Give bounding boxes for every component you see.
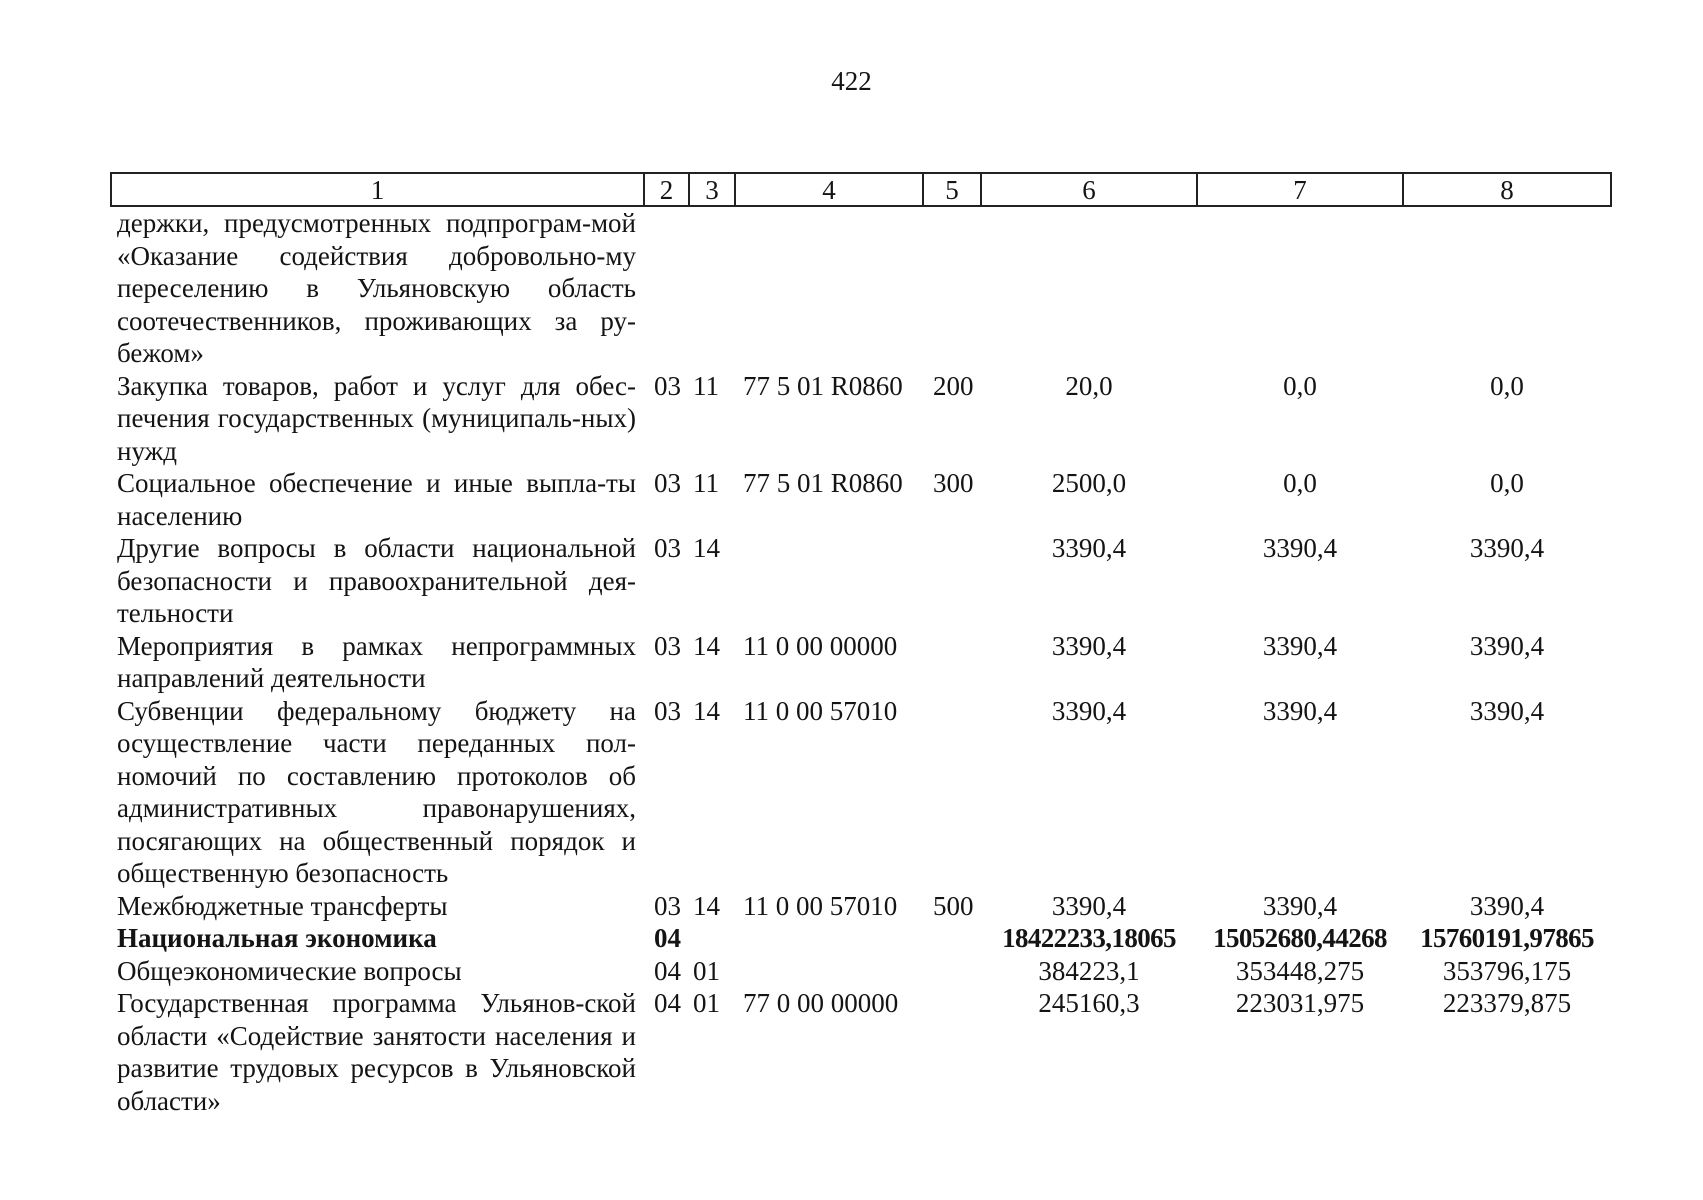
row-target-article: 77 5 01 R0860 xyxy=(743,370,903,401)
row-amount-col6: 384223,1 xyxy=(1038,955,1140,986)
row-subsection-code: 11 xyxy=(693,468,719,498)
row-amount-col6: 2500,0 xyxy=(1051,468,1127,498)
table-row xyxy=(111,467,1611,532)
row-amount-col7: 223031,975 xyxy=(1235,988,1365,1018)
row-target-article xyxy=(735,955,923,988)
row-amount-col7: 0,0 xyxy=(1283,468,1317,498)
row-name: Мероприятия в рамках непрограммных направлений деятельности xyxy=(117,630,636,693)
row-target-article xyxy=(735,532,923,630)
row-target-article xyxy=(735,206,923,370)
table-row xyxy=(111,630,1611,695)
header-col-3: 3 xyxy=(689,173,735,206)
row-amount-col8 xyxy=(1403,206,1611,370)
row-amount-col8: 0,0 xyxy=(1490,370,1524,401)
header-col-5: 5 xyxy=(923,173,981,206)
row-amount-col7: 353448,275 xyxy=(1235,955,1365,986)
row-name: Общеэкономические вопросы xyxy=(117,955,462,986)
row-section-code: 03 xyxy=(654,630,681,661)
row-subsection-code xyxy=(689,206,735,370)
row-amount-col8: 0,0 xyxy=(1490,468,1524,498)
row-name: Социальное обеспечение и иные выпла-ты населению xyxy=(117,468,636,531)
table-row xyxy=(111,370,1611,468)
row-target-article: 77 5 01 R0860 xyxy=(743,468,903,498)
table-row xyxy=(111,922,1611,955)
row-expense-type xyxy=(923,630,981,695)
row-amount-col6 xyxy=(981,206,1197,370)
header-col-6: 6 xyxy=(981,173,1197,206)
row-target-article: 11 0 00 00000 xyxy=(743,630,898,661)
row-expense-type xyxy=(923,922,981,955)
header-col-7: 7 xyxy=(1197,173,1403,206)
table-header xyxy=(111,173,1611,206)
row-amount-col8: 223379,875 xyxy=(1442,988,1572,1018)
row-amount-col7: 3390,4 xyxy=(1262,695,1338,726)
row-name: держки, предусмотренных подпрограм-мой «Оказание содействия добровольно-му переселению в Ульяновскую область соотечественников, проживающих за ру-бежом» xyxy=(117,208,636,368)
row-name: Национальная экономика xyxy=(117,923,437,953)
table-row xyxy=(111,987,1611,1117)
header-row xyxy=(111,173,1611,206)
table-row xyxy=(111,955,1611,988)
row-amount-col8: 3390,4 xyxy=(1469,630,1545,661)
row-amount-col6: 3390,4 xyxy=(1051,890,1127,921)
row-amount-col8: 353796,175 xyxy=(1442,955,1572,986)
row-amount-col6: 3390,4 xyxy=(1051,695,1127,726)
row-amount-col7: 3390,4 xyxy=(1262,630,1338,661)
table-row xyxy=(111,695,1611,890)
row-subsection-code: 01 xyxy=(693,988,720,1018)
table-row xyxy=(111,890,1611,923)
row-section-code: 04 xyxy=(654,955,681,986)
row-target-article: 11 0 00 57010 xyxy=(743,695,898,726)
header-col-2: 2 xyxy=(644,173,689,206)
row-expense-type xyxy=(923,987,981,1117)
row-target-article: 77 0 00 00000 xyxy=(743,988,899,1018)
row-expense-type xyxy=(923,695,981,890)
row-amount-col6: 3390,4 xyxy=(1051,630,1127,661)
row-amount-col7: 3390,4 xyxy=(1262,533,1338,563)
row-expense-type xyxy=(923,206,981,370)
budget-table xyxy=(110,172,1612,1117)
row-expense-type xyxy=(923,955,981,988)
table-row xyxy=(111,532,1611,630)
row-section-code: 03 xyxy=(654,533,681,563)
row-expense-type: 300 xyxy=(933,468,974,498)
row-expense-type: 200 xyxy=(933,370,974,401)
row-subsection-code: 14 xyxy=(693,533,720,563)
header-col-4: 4 xyxy=(735,173,923,206)
row-subsection-code: 11 xyxy=(693,370,719,401)
row-amount-col7: 15052680,44268 xyxy=(1213,923,1387,953)
row-amount-col8: 3390,4 xyxy=(1469,533,1545,563)
row-name: Государственная программа Ульянов-ской области «Содействие занятости населения и развитие трудовых ресурсов в Ульяновской области» xyxy=(117,988,636,1116)
row-subsection-code xyxy=(689,922,735,955)
table-row xyxy=(111,206,1611,370)
header-col-8: 8 xyxy=(1403,173,1611,206)
row-amount-col7 xyxy=(1197,206,1403,370)
row-subsection-code: 14 xyxy=(693,890,720,921)
row-subsection-code: 14 xyxy=(693,695,720,726)
row-section-code: 04 xyxy=(654,988,681,1018)
row-expense-type xyxy=(923,532,981,630)
row-name: Субвенции федеральному бюджету на осуществление части переданных пол-номочий по составлению протоколов об административных правонарушениях, посягающих на общественный порядок и общественную безопасность xyxy=(117,695,636,888)
header-col-1: 1 xyxy=(111,173,644,206)
row-target-article xyxy=(735,922,923,955)
row-name: Другие вопросы в области национальной безопасности и правоохранительной дея-тельности xyxy=(117,533,636,628)
row-section-code: 04 xyxy=(654,923,681,953)
row-section-code: 03 xyxy=(654,468,681,498)
row-amount-col7: 0,0 xyxy=(1283,370,1317,401)
row-section-code: 03 xyxy=(654,890,681,921)
row-amount-col6: 3390,4 xyxy=(1051,533,1127,563)
row-amount-col7: 3390,4 xyxy=(1262,890,1338,921)
row-target-article: 11 0 00 57010 xyxy=(743,890,898,921)
row-subsection-code: 14 xyxy=(693,630,720,661)
row-subsection-code: 01 xyxy=(693,955,720,986)
row-section-code: 03 xyxy=(654,695,681,726)
row-section-code: 03 xyxy=(654,370,681,401)
row-amount-col6: 18422233,18065 xyxy=(1002,923,1176,953)
page-number: 422 xyxy=(831,66,872,96)
row-amount-col8: 3390,4 xyxy=(1469,695,1545,726)
table-body xyxy=(111,206,1611,1117)
row-section-code xyxy=(644,206,689,370)
row-amount-col6: 245160,3 xyxy=(1038,988,1140,1018)
row-expense-type: 500 xyxy=(933,890,974,921)
row-amount-col8: 15760191,97865 xyxy=(1420,923,1594,953)
row-name: Межбюджетные трансферты xyxy=(117,890,448,921)
row-amount-col6: 20,0 xyxy=(1065,370,1113,401)
row-amount-col8: 3390,4 xyxy=(1469,890,1545,921)
row-name: Закупка товаров, работ и услуг для обес-печения государственных (муниципаль-ных) нужд xyxy=(117,370,636,466)
